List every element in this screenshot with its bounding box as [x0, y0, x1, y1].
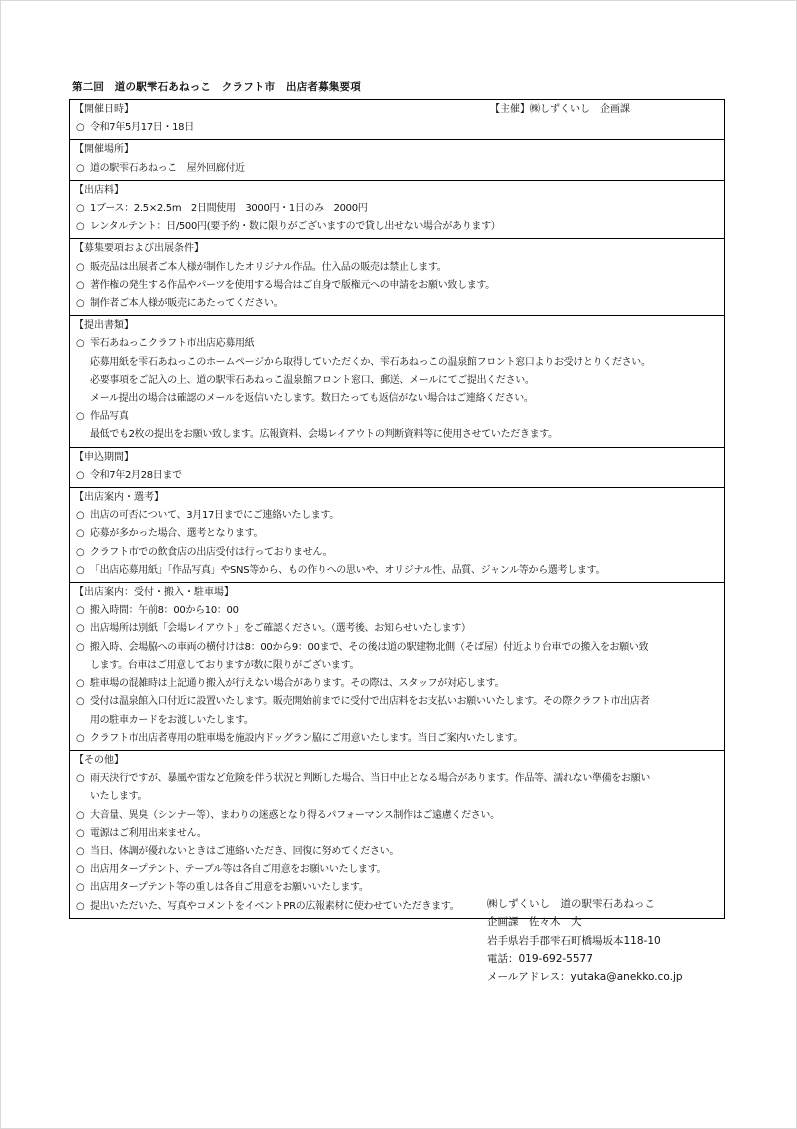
section — [70, 100, 724, 139]
circle-bullet-icon: ○ — [75, 827, 85, 839]
list-item — [70, 372, 722, 390]
section-heading-text: 【開催日時】 — [74, 104, 134, 115]
list-item-text: 出店場所は別紙「会場レイアウト」をご確認ください。（選考後、お知らせいたします） — [89, 623, 471, 635]
list-item — [70, 119, 722, 137]
circle-bullet-icon: ○ — [75, 773, 85, 785]
contact-block — [487, 895, 683, 986]
circle-bullet-icon: ○ — [75, 203, 85, 215]
list-item — [70, 825, 722, 843]
list-item — [70, 807, 722, 825]
contact-phone: 電話：019-692-5577 — [487, 952, 593, 965]
list-item-text: クラフト市での飲食店の出店受付は行っておりません。 — [89, 546, 333, 558]
list-item-text: 著作権の発生する作品やパーツを使用する場合はご自身で版権元への申請をお願い致します。 — [89, 279, 495, 291]
list-item — [70, 693, 722, 711]
section — [70, 180, 724, 239]
section — [70, 750, 724, 918]
list-item-text: 作品写真 — [89, 411, 129, 423]
list-item — [70, 712, 722, 730]
contact-address: 岩手県岩手郡雫石町橋場坂本118-10 — [487, 934, 661, 947]
list-item — [70, 160, 722, 178]
circle-bullet-icon: ○ — [75, 732, 85, 744]
section-heading-text: 【申込期間】 — [74, 451, 134, 463]
organizer-label: 【主催】㈱しずくいし 企画課 — [490, 104, 630, 115]
circle-bullet-icon: ○ — [75, 338, 85, 350]
list-item — [70, 788, 722, 806]
section — [70, 487, 724, 582]
circle-bullet-icon: ○ — [75, 221, 85, 233]
list-item-text: 搬入時、会場脇への車両の横付けは8：00から9：00まで、その後は道の駅建物北側（そば屋）付近より台車での搬入をお願い致 — [89, 641, 649, 653]
circle-bullet-icon: ○ — [75, 864, 85, 876]
section-heading — [70, 489, 724, 507]
list-item-text: 電源はご利用出来ません。 — [89, 827, 207, 839]
circle-bullet-icon: ○ — [75, 469, 85, 481]
list-item — [70, 602, 722, 620]
section-heading-text: 【出店料】 — [74, 184, 124, 196]
section-heading — [70, 752, 724, 770]
list-item — [70, 861, 722, 879]
list-item-text: 当日、体調が優れないときはご連絡いただき、回復に努めてください。 — [89, 845, 400, 857]
section — [70, 315, 724, 446]
circle-bullet-icon: ○ — [75, 411, 85, 423]
list-item — [70, 657, 722, 675]
section-heading — [70, 317, 724, 335]
list-item-text: 制作者ご本人様が販売にあたってください。 — [89, 298, 284, 310]
section — [70, 238, 724, 315]
list-item — [70, 507, 722, 525]
list-item-text: 最低でも2枚の提出をお願い致します。広報資料、会場レイアウトの判断資料等に使用させていただきます。 — [89, 429, 558, 441]
list-item — [70, 562, 722, 580]
circle-bullet-icon: ○ — [75, 162, 85, 174]
circle-bullet-icon: ○ — [75, 882, 85, 894]
list-item-text: 出店用タープテント等の重しは各自ご用意をお願いいたします。 — [89, 882, 369, 894]
contact-person: 企画課 佐々木 大 — [487, 916, 582, 929]
section-heading — [70, 182, 724, 200]
list-item — [70, 200, 722, 218]
circle-bullet-icon: ○ — [75, 564, 85, 576]
list-item — [70, 354, 722, 372]
circle-bullet-icon: ○ — [75, 261, 85, 273]
circle-bullet-icon: ○ — [75, 696, 85, 708]
section-heading — [70, 449, 724, 467]
circle-bullet-icon: ○ — [75, 678, 85, 690]
list-item — [70, 843, 722, 861]
circle-bullet-icon: ○ — [75, 298, 85, 310]
list-item — [70, 426, 722, 444]
list-item — [70, 390, 722, 408]
circle-bullet-icon: ○ — [75, 900, 85, 912]
list-item — [70, 730, 722, 748]
circle-bullet-icon: ○ — [75, 510, 85, 522]
section-heading-text: 【募集要項および出展条件】 — [74, 243, 204, 255]
list-item-text: 搬入時間：午前8：00から10：00 — [89, 605, 239, 617]
recruitment-table — [69, 99, 725, 919]
list-item-text: 大音量、異臭（シンナー等）、まわりの迷惑となり得るパフォーマンス制作はご遠慮ください。 — [89, 809, 500, 821]
list-item — [70, 467, 722, 485]
list-item — [70, 639, 722, 657]
circle-bullet-icon: ○ — [75, 623, 85, 635]
list-item-text: クラフト市出店者専用の駐車場を施設内ドッグラン脇にご用意いたします。当日ご案内いたします。 — [89, 732, 524, 744]
section — [70, 447, 724, 487]
list-item-text: 1ブース：2.5×2.5m 2日間使用 3000円・1日のみ 2000円 — [89, 203, 368, 215]
section-heading-text: 【その他】 — [74, 754, 124, 766]
list-item-text: メール提出の場合は確認のメールを返信いたします。数日たっても返信がない場合はご連絡ください。 — [89, 393, 534, 405]
list-item-text: 販売品は出展者ご本人様が制作したオリジナル作品。仕入品の販売は禁止します。 — [89, 261, 447, 273]
circle-bullet-icon: ○ — [75, 605, 85, 617]
list-item-text: 駐車場の混雑時は上記通り搬入が行えない場合があります。その際は、スタッフが対応します。 — [89, 678, 505, 690]
list-item-text: します。台車はご用意しておりますが数に限りがございます。 — [89, 659, 360, 671]
circle-bullet-icon: ○ — [75, 641, 85, 653]
list-item-text: レンタルテント：日/500円(要予約・数に限りがございますので貸し出せない場合があります） — [89, 221, 501, 233]
list-item-text: 必要事項をご記入の上、道の駅雫石あねっこ温泉館フロント窓口、郵送、メールにてご提出ください。 — [89, 374, 535, 386]
section-heading-text: 【開催場所】 — [74, 144, 134, 156]
contact-email: メールアドレス：yutaka@anekko.co.jp — [487, 971, 683, 984]
list-item-text: 令和7年5月17日・18日 — [89, 122, 194, 134]
circle-bullet-icon: ○ — [75, 122, 85, 134]
list-item — [70, 259, 722, 277]
document-title: 第二回 道の駅雫石あねっこ クラフト市 出店者募集要項 — [72, 81, 361, 93]
list-item — [70, 295, 722, 313]
list-item — [70, 218, 722, 236]
list-item-text: 提出いただいた、写真やコメントをイベントPRの広報素材に使わせていただきます。 — [89, 900, 460, 912]
circle-bullet-icon: ○ — [75, 809, 85, 821]
circle-bullet-icon: ○ — [75, 546, 85, 558]
list-item-text: いたします。 — [89, 791, 148, 803]
section-heading — [70, 101, 724, 119]
circle-bullet-icon: ○ — [75, 845, 85, 857]
section-heading-text: 【出店案内：受付・搬入・駐車場】 — [74, 587, 234, 599]
list-item — [70, 525, 722, 543]
list-item-text: 応募用紙を雫石あねっこのホームページから取得していただくか、雫石あねっこの温泉館フロント窓口よりお受けとりください。 — [89, 356, 651, 368]
list-item-text: 応募が多かった場合、選考となります。 — [89, 528, 264, 540]
circle-bullet-icon: ○ — [75, 279, 85, 291]
list-item — [70, 335, 722, 353]
section — [70, 582, 724, 750]
circle-bullet-icon: ○ — [75, 528, 85, 540]
list-item — [70, 277, 722, 295]
section-heading — [70, 240, 724, 258]
list-item — [70, 408, 722, 426]
list-item-text: 令和7年2月28日まで — [89, 469, 182, 481]
list-item-text: 受付は温泉館入口付近に設置いたします。販売開始前までに受付で出店料をお支払いお願いいたします。その際クラフト市出店者 — [89, 696, 650, 708]
section-heading-text: 【提出書類】 — [74, 320, 134, 332]
list-item — [70, 544, 722, 562]
list-item-text: 出店の可否について、3月17日までにご連絡いたします。 — [89, 510, 339, 522]
list-item-text: 雨天決行ですが、暴風や雷など危険を伴う状況と判断した場合、当日中止となる場合があります。作品等、濡れない準備をお願い — [89, 773, 651, 785]
section-heading — [70, 141, 724, 159]
list-item-text: 雫石あねっこクラフト市出店応募用紙 — [89, 338, 255, 350]
list-item-text: 出店用タープテント、テーブル等は各自ご用意をお願いいたします。 — [89, 864, 387, 876]
list-item — [70, 620, 722, 638]
section-heading-text: 【出店案内・選考】 — [74, 492, 164, 504]
list-item-text: 道の駅雫石あねっこ 屋外回廊付近 — [89, 162, 245, 174]
contact-company: ㈱しずくいし 道の駅雫石あねっこ — [487, 898, 655, 910]
list-item — [70, 770, 722, 788]
section-heading — [70, 584, 724, 602]
section — [70, 139, 724, 179]
list-item-text: 用の駐車カードをお渡しいたします。 — [89, 714, 254, 726]
list-item — [70, 675, 722, 693]
list-item-text: 「出店応募用紙」「作品写真」やSNS等から、もの作りへの思いや、オリジナル性、品質、ジャンル等から選考します。 — [89, 564, 606, 576]
